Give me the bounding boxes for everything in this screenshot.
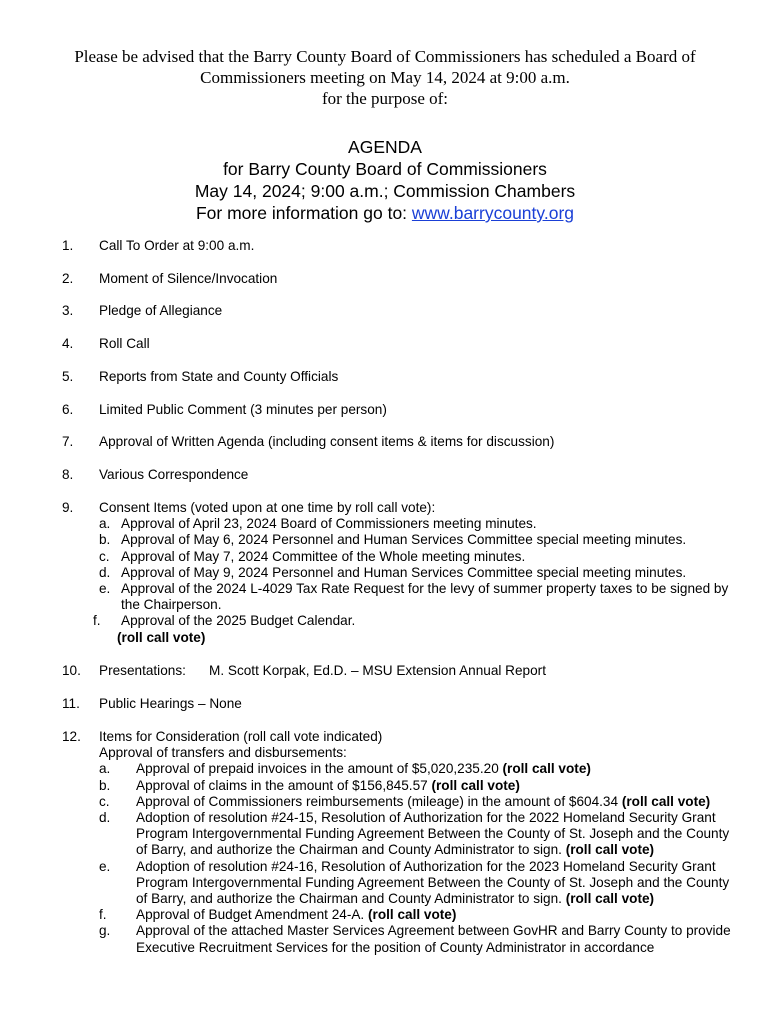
item-text: Approval of Written Agenda (including consent items & items for discussion) xyxy=(99,434,555,449)
consent-sub-e: e. Approval of the 2024 L-4029 Tax Rate Request for the levy of summer property taxes to be signed by the Chairperson. xyxy=(99,581,729,613)
presentations-text: M. Scott Korpak, Ed.D. – MSU Extension Annual Report xyxy=(209,663,546,678)
item-number: 2. xyxy=(62,271,74,286)
consent-sub-a: a. Approval of April 23, 2024 Board of Commissioners meeting minutes. xyxy=(99,516,537,532)
consideration-sub-a: a. Approval of prepaid invoices in the amount of $5,020,235.20 (roll call vote) xyxy=(99,761,591,777)
item-text: Roll Call xyxy=(99,336,150,351)
item-number: 1. xyxy=(62,238,74,253)
item-number: 5. xyxy=(62,369,74,384)
item-text: Consent Items (voted upon at one time by roll call vote): xyxy=(99,500,436,515)
item-number: 11. xyxy=(62,696,80,711)
consideration-sub-g: g. Approval of the attached Master Services Agreement between GovHR and Barry County to provide Executive Recruitment Services for the position of County Administrator in accordance xyxy=(99,923,731,955)
item-text: Reports from State and County Officials xyxy=(99,369,339,384)
item-number: 4. xyxy=(62,336,74,351)
item-number: 7. xyxy=(62,434,74,449)
agenda-subtitle: for Barry County Board of Commissioners xyxy=(223,159,547,179)
item-text: Various Correspondence xyxy=(99,467,249,482)
item-subtext: Approval of transfers and disbursements: xyxy=(99,745,347,761)
presentations-label: Presentations: xyxy=(99,663,186,678)
agenda-title: AGENDA xyxy=(348,137,422,157)
consent-sub-b: b. Approval of May 6, 2024 Personnel and Human Services Committee special meeting minutes. xyxy=(99,532,687,548)
item-number: 3. xyxy=(62,303,74,318)
consideration-sub-e: e. Adoption of resolution #24-16, Resolution of Authorization for the 2023 Homeland Security Grant Program Intergovernmental Funding Agreement Between the County of St. Joseph and the County of Barry, and authorize the Chairman and County Administrator to sign. (roll call vote) xyxy=(99,858,730,907)
item-number: 9. xyxy=(62,500,74,515)
website-link[interactable]: www.barrycounty.org xyxy=(411,203,575,223)
item-text: Items for Consideration (roll call vote indicated) xyxy=(99,729,383,744)
item-text: Moment of Silence/Invocation xyxy=(99,271,278,286)
consideration-sub-f: f. Approval of Budget Amendment 24-A. (roll call vote) xyxy=(99,907,457,923)
consideration-sub-b: b. Approval of claims in the amount of $156,845.57 (roll call vote) xyxy=(99,777,520,793)
consent-block xyxy=(93,500,731,646)
consent-sub-f: f. Approval of the 2025 Budget Calendar. xyxy=(93,613,356,629)
consideration-sub-d: d. Adoption of resolution #24-15, Resolution of Authorization for the 2022 Homeland Security Grant Program Intergovernmental Funding Agreement Between the County of St. Joseph and the County of Barry, and authorize the Chairman and County Administrator to sign. (roll call vote) xyxy=(99,810,730,858)
agenda-info xyxy=(0,202,770,224)
item-number: 6. xyxy=(62,402,74,417)
item-number: 10. xyxy=(62,663,81,678)
item-text: Public Hearings – None xyxy=(99,696,242,711)
item-text: Pledge of Allegiance xyxy=(99,303,223,318)
agenda-header xyxy=(0,136,770,224)
intro-line-2: Commissioners meeting on May 14, 2024 at 9:00 a.m. xyxy=(200,68,570,87)
consent-vote: (roll call vote) xyxy=(117,629,206,645)
consent-sub-c: c. Approval of May 7, 2024 Committee of the Whole meeting minutes. xyxy=(99,548,526,564)
intro-line-3: for the purpose of: xyxy=(321,89,449,108)
consent-sub-d: d. Approval of May 9, 2024 Personnel and Human Services Committee special meeting minutes. xyxy=(99,564,687,580)
item-text: Call To Order at 9:00 a.m. xyxy=(99,238,255,253)
info-prefix: For more information go to: xyxy=(195,203,412,223)
item-text: Limited Public Comment (3 minutes per person) xyxy=(99,402,387,417)
item-text xyxy=(99,663,731,679)
item-number: 12. xyxy=(62,729,81,744)
agenda-date: May 14, 2024; 9:00 a.m.; Commission Chambers xyxy=(194,181,576,201)
intro-line-1: Please be advised that the Barry County Board of Commissioners has scheduled a Board of xyxy=(74,47,696,66)
notice-intro xyxy=(0,46,770,109)
item-number: 8. xyxy=(62,467,74,482)
consideration-sub-c: c. Approval of Commissioners reimbursements (mileage) in the amount of $604.34 (roll call vote) xyxy=(99,793,711,809)
consideration-block xyxy=(99,729,731,956)
